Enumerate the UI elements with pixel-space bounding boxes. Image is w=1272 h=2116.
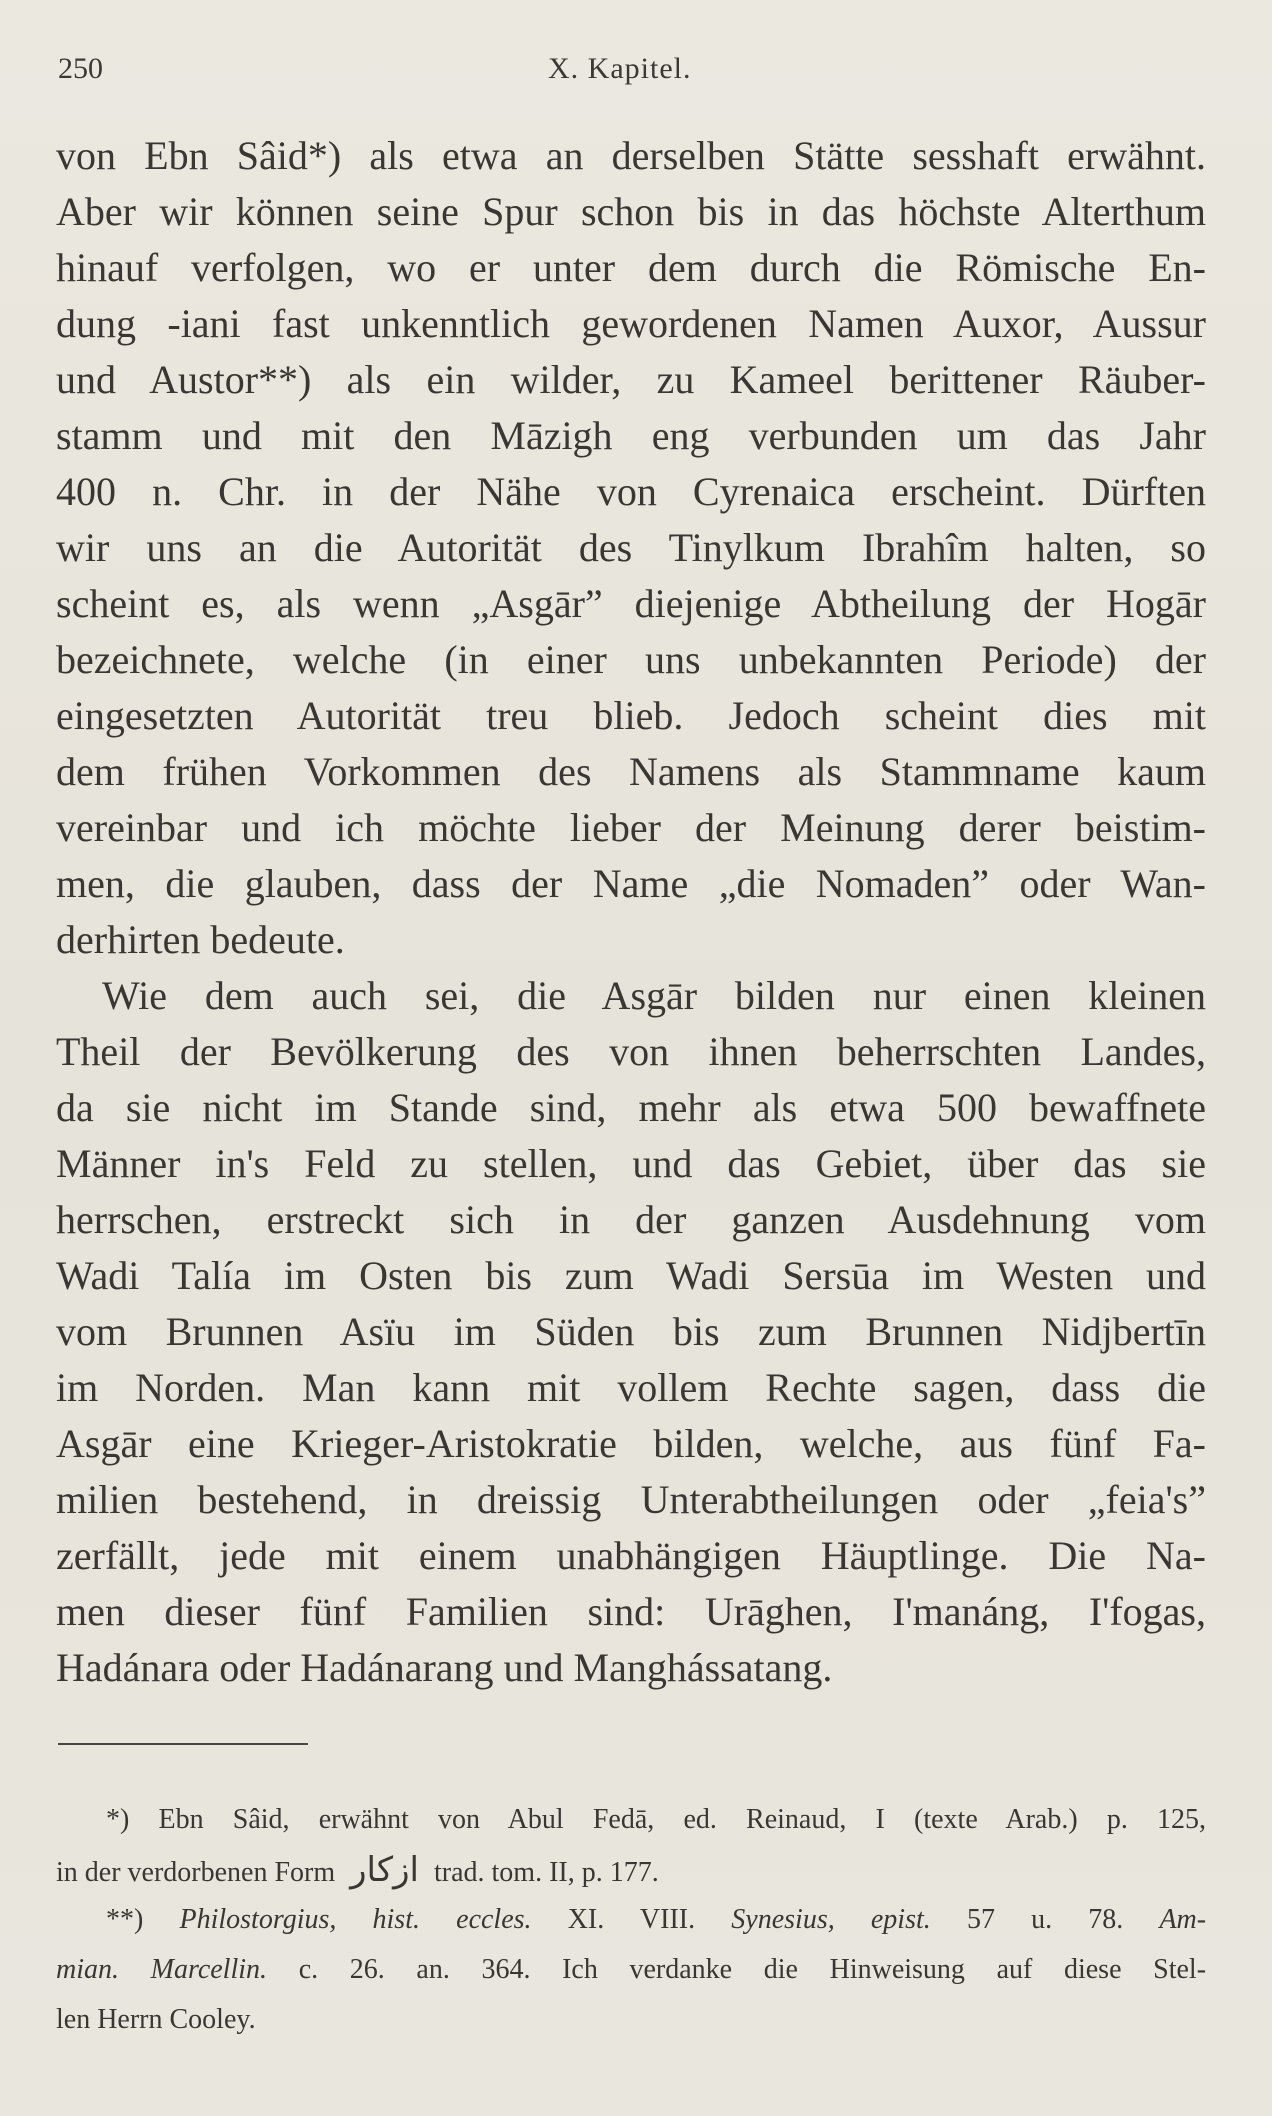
footnote-2-line: [56, 1895, 1206, 1945]
footnote-citation: Philostorgius, hist. eccles.: [179, 1904, 532, 1935]
text-line: Männer in's Feld zu stellen, und das Gebiet, über das sie: [56, 1141, 1206, 1186]
text-line: men dieser fünf Familien sind: Urāghen, I'manáng, I'fogas,: [56, 1589, 1206, 1634]
text-line: men, die glauben, dass der Name „die Nomaden” oder Wan-: [56, 861, 1206, 906]
text-line: stamm und mit den Māzigh eng verbunden um das Jahr: [56, 413, 1206, 458]
text-line: dung -iani fast unkenntlich gewordenen Namen Auxor, Aussur: [56, 301, 1206, 346]
text-line: scheint es, als wenn „Asgār” diejenige Abtheilung der Hogār: [56, 581, 1206, 626]
text-line: und Austor**) als ein wilder, zu Kameel berittener Räuber-: [56, 357, 1206, 402]
text-line: eingesetzten Autorität treu blieb. Jedoch scheint dies mit: [56, 693, 1206, 738]
text-line: da sie nicht im Stande sind, mehr als etwa 500 bewaffnete: [56, 1085, 1206, 1130]
page-number: 250: [58, 52, 103, 85]
text-line: dem frühen Vorkommen des Namens als Stammname kaum: [56, 749, 1206, 794]
footnote-citation: Am-: [1159, 1904, 1206, 1935]
text-line: Wie dem auch sei, die Asgār bilden nur einen kleinen: [102, 973, 1206, 1018]
text-line: Asgār eine Krieger-Aristokratie bilden, welche, aus fünf Fa-: [56, 1421, 1206, 1466]
footnote-2-line: [56, 1945, 1206, 1995]
footnote-citation: mian. Marcellin.: [56, 1954, 268, 1985]
footnote-text: trad. tom. II, p. 177.: [433, 1857, 659, 1888]
text-line: wir uns an die Autorität des Tinylkum Ibrahîm halten, so: [56, 525, 1206, 570]
text-line: milien bestehend, in dreissig Unterabtheilungen oder „feia's”: [56, 1477, 1206, 1522]
page-header: [58, 52, 1208, 92]
footnote-text: in der verdorbenen Form: [56, 1857, 336, 1888]
footnote-text: c. 26. an. 364. Ich verdanke die Hinweisung auf diese Stel-: [298, 1954, 1206, 1985]
text-line: im Norden. Man kann mit vollem Rechte sagen, dass die: [56, 1365, 1206, 1410]
text-line: 400 n. Chr. in der Nähe von Cyrenaica erscheint. Dürften: [56, 469, 1206, 514]
text-line: Aber wir können seine Spur schon bis in das höchste Alterthum: [56, 189, 1206, 234]
footnote-divider: [58, 1743, 308, 1745]
footnote-2-line: len Herrn Cooley.: [56, 2004, 256, 2035]
text-line: bezeichnete, welche (in einer uns unbekannten Periode) der: [56, 637, 1206, 682]
text-line: von Ebn Sâid*) als etwa an derselben Stätte sesshaft erwähnt.: [56, 133, 1206, 178]
footnotes: [56, 1795, 1206, 2045]
footnote-1-line: *) Ebn Sâid, erwähnt von Abul Fedā, ed. Reinaud, I (texte Arab.) p. 125,: [106, 1804, 1206, 1835]
text-line: Theil der Bevölkerung des von ihnen beherrschten Landes,: [56, 1029, 1206, 1074]
text-line: derhirten bedeute.: [56, 917, 345, 962]
text-line: herrschen, erstreckt sich in der ganzen Ausdehnung vom: [56, 1197, 1206, 1242]
footnote-marker: **): [106, 1904, 144, 1935]
text-line: Hadánara oder Hadánarang und Manghássatang.: [56, 1645, 833, 1690]
running-head: X. Kapitel.: [548, 52, 692, 85]
main-text: [56, 128, 1206, 1696]
text-line: vereinbar und ich möchte lieber der Meinung derer beistim-: [56, 805, 1206, 850]
footnote-text: XI. VIII.: [567, 1904, 696, 1935]
footnote-citation: Synesius, epist.: [731, 1904, 931, 1935]
text-line: zerfällt, jede mit einem unabhängigen Häuptlinge. Die Na-: [56, 1533, 1206, 1578]
text-line: hinauf verfolgen, wo er unter dem durch die Römische En-: [56, 245, 1206, 290]
footnote-text: 57 u. 78.: [966, 1904, 1124, 1935]
footnote-1-line: [56, 1845, 1206, 1895]
arabic-word: ازكار: [350, 1850, 419, 1890]
text-line: vom Brunnen Asïu im Süden bis zum Brunnen Nidjbertīn: [56, 1309, 1206, 1354]
text-line: Wadi Talía im Osten bis zum Wadi Sersūa im Westen und: [56, 1253, 1206, 1298]
